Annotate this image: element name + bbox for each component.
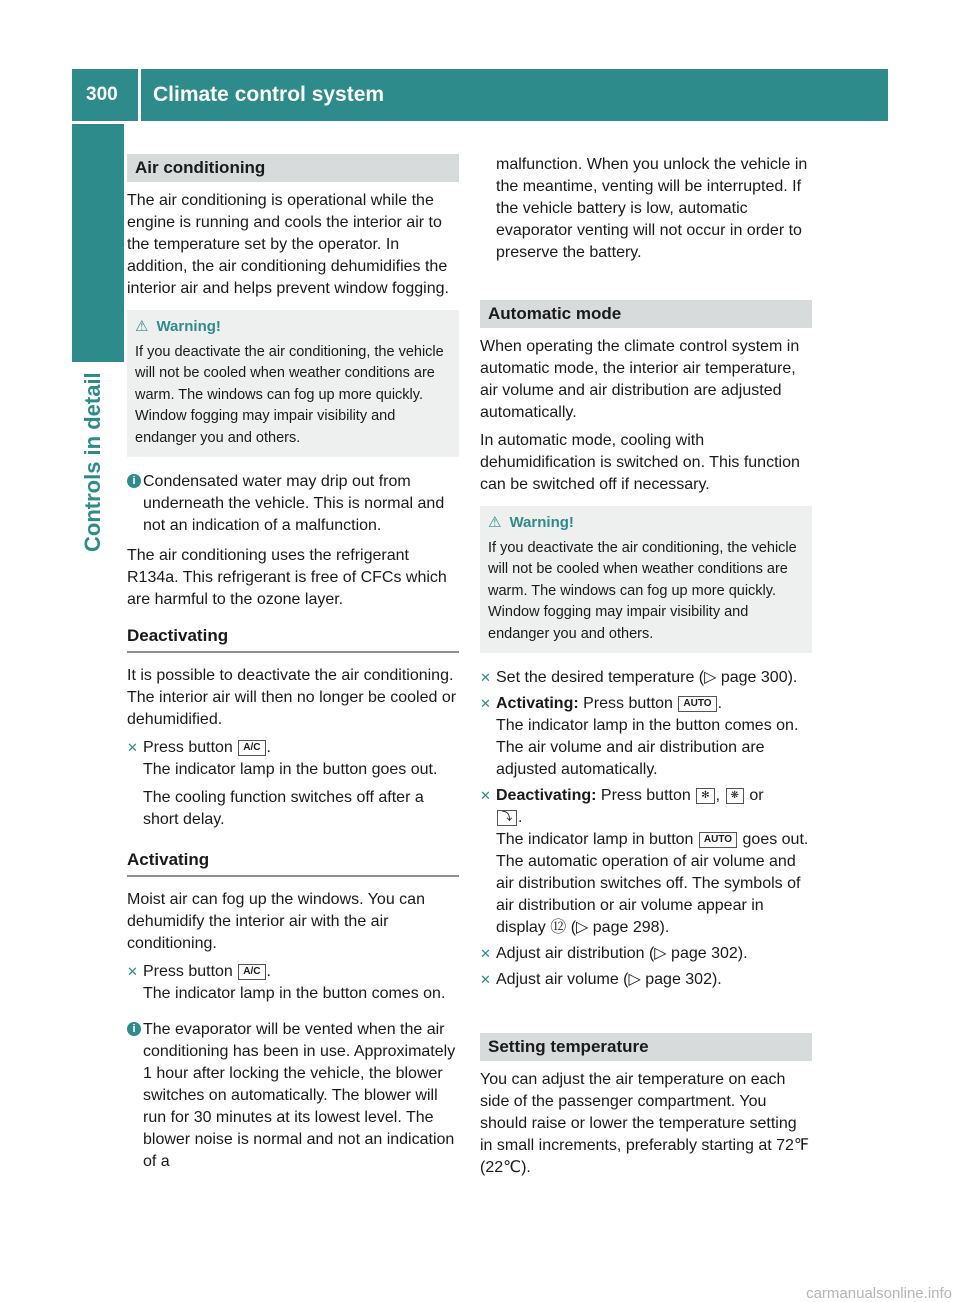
warning-icon: ⚠ bbox=[135, 318, 149, 335]
info-text: The evaporator will be vented when the air conditioning has been in use. Approximately 1 hour after locking the vehicle, the blower switches on automatically. The blower will run for 30 minutes at its lowest level. The blower noise is normal and not an indication of a bbox=[143, 1021, 456, 1170]
info-text: Condensated water may drip out from underneath the vehicle. This is normal and not an indication of a malfunction. bbox=[143, 473, 445, 534]
warning-text: If you deactivate the air conditioning, the vehicle will not be cooled when weather conditions are warm. The windows can fog up more quickly. Window fogging may impair visibility and endanger you and others. bbox=[488, 539, 797, 642]
step-marker-icon: ✕ bbox=[480, 946, 491, 961]
right-column bbox=[480, 152, 812, 1185]
step-marker-icon: ✕ bbox=[480, 972, 491, 987]
fan-low-button-icon: ✻ bbox=[696, 788, 714, 804]
auto-button-icon: AUTO bbox=[678, 696, 716, 712]
watermark: carmanualsonline.info bbox=[806, 1285, 952, 1302]
warning-icon: ⚠ bbox=[488, 514, 502, 531]
warning-title: Warning! bbox=[509, 514, 574, 531]
info-icon: i bbox=[127, 1022, 141, 1036]
ac-button-icon: A/C bbox=[238, 964, 265, 980]
paragraph: It is possible to deactivate the air conditioning. The interior air will then no longer be cooled or dehumidified. bbox=[127, 667, 457, 728]
section-heading-air-conditioning: Air conditioning bbox=[127, 154, 459, 182]
fan-high-button-icon: ❋ bbox=[726, 788, 744, 804]
auto-button-icon: AUTO bbox=[699, 832, 737, 848]
paragraph: When operating the climate control system in automatic mode, the interior air temperature, air volume and air distribution are adjusted automatically. bbox=[480, 338, 800, 421]
chapter-title: Climate control system bbox=[153, 83, 385, 106]
side-label: Controls in detail bbox=[80, 372, 105, 552]
instruction-step: ✕ Adjust air distribution (▷ page 302). bbox=[480, 943, 812, 965]
instruction-step: ✕ Press button A/C . The indicator lamp in the button comes on. bbox=[127, 963, 446, 1002]
instruction-step: ✕ Press button A/C . The indicator lamp in the button goes out. The cooling function switches off after a short delay. bbox=[127, 739, 438, 828]
page-header bbox=[72, 69, 888, 121]
instruction-step: ✕ Set the desired temperature (▷ page 300). bbox=[480, 667, 812, 689]
subheading-deactivating: Deactivating bbox=[127, 625, 459, 653]
paragraph: The air conditioning uses the refrigerant R134a. This refrigerant is free of CFCs which are harmful to the ozone layer. bbox=[127, 547, 447, 608]
section-heading-automatic-mode: Automatic mode bbox=[480, 300, 812, 328]
paragraph: In automatic mode, cooling with dehumidification is switched on. This function can be switched off if necessary. bbox=[480, 432, 800, 493]
instruction-step: ✕ Deactivating: Press button ✻ , ❋ or ⤵ . The indicator lamp in button AUTO goes out. The automatic operation of air volume and air distribution switches off. The symbols of air distribution or air volume appear in display ⑫ (▷ page 298). bbox=[480, 787, 809, 936]
subheading-activating: Activating bbox=[127, 849, 459, 877]
step-marker-icon: ✕ bbox=[127, 740, 138, 755]
warning-text: If you deactivate the air conditioning, the vehicle will not be cooled when weather conditions are warm. The windows can fog up more quickly. Window fogging may impair visibility and endanger you and others. bbox=[135, 343, 444, 446]
instruction-step: ✕ Activating: Press button AUTO . The indicator lamp in the button comes on. The air volume and air distribution are adjusted automatically. bbox=[480, 695, 799, 778]
page-number: 300 bbox=[86, 84, 118, 105]
step-marker-icon: ✕ bbox=[480, 670, 491, 685]
info-note bbox=[127, 471, 459, 537]
paragraph: Moist air can fog up the windows. You can dehumidify the interior air with the air conditioning. bbox=[127, 891, 425, 952]
instruction-step: ✕ Adjust air volume (▷ page 302). bbox=[480, 969, 812, 991]
step-marker-icon: ✕ bbox=[480, 696, 491, 711]
footer bbox=[0, 1285, 960, 1302]
air-distribution-button-icon: ⤵ bbox=[497, 810, 517, 826]
info-note bbox=[127, 1019, 459, 1173]
ac-button-icon: A/C bbox=[238, 740, 265, 756]
info-icon: i bbox=[127, 474, 141, 488]
warning-title: Warning! bbox=[156, 318, 221, 335]
warning-box bbox=[127, 310, 459, 457]
left-column bbox=[127, 152, 459, 1181]
section-heading-setting-temperature: Setting temperature bbox=[480, 1033, 812, 1061]
warning-box bbox=[480, 506, 812, 653]
step-marker-icon: ✕ bbox=[127, 964, 138, 979]
paragraph: You can adjust the air temperature on each side of the passenger compartment. You should raise or lower the temperature setting in small increments, preferably starting at 72℉ (22℃). bbox=[480, 1071, 810, 1176]
continued-paragraph: malfunction. When you unlock the vehicle in the meantime, venting will be interrupted. If the vehicle battery is low, automatic evaporator venting will not occur in order to preserve the battery. bbox=[496, 156, 808, 261]
step-marker-icon: ✕ bbox=[480, 788, 491, 803]
side-tab bbox=[72, 124, 124, 362]
paragraph: The air conditioning is operational while the engine is running and cools the interior air to the temperature set by the operator. In addition, the air conditioning dehumidifies the interior air and helps prevent window fogging. bbox=[127, 192, 449, 297]
